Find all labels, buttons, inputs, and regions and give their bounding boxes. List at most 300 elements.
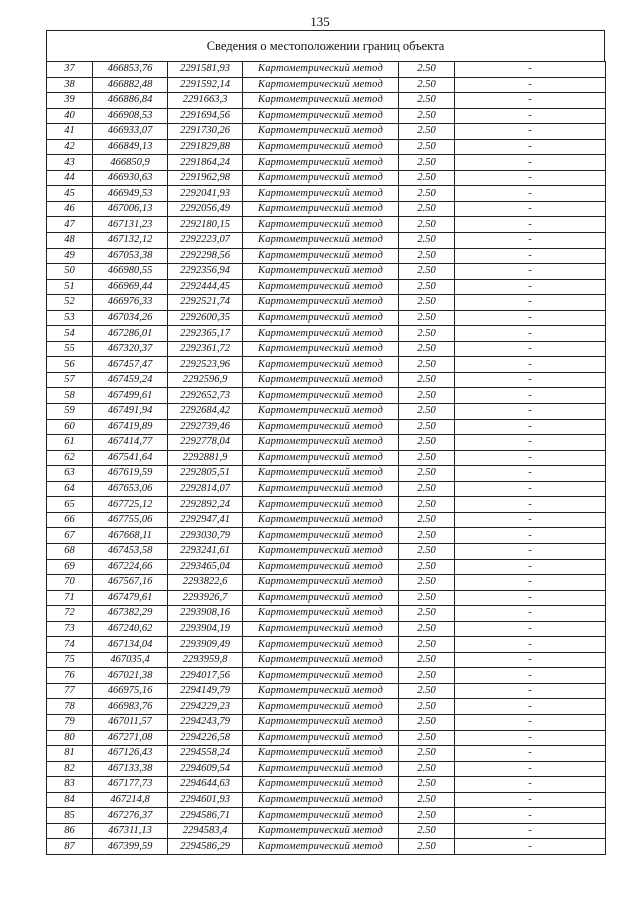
table-body [47, 62, 606, 855]
table-row [47, 388, 606, 404]
cell-point-number: 74 [47, 637, 93, 653]
cell-point-number: 84 [47, 792, 93, 808]
cell-y-coordinate: 2292223,07 [168, 233, 243, 249]
cell-y-coordinate: 2292684,42 [168, 404, 243, 420]
cell-method: Картометрический метод [243, 481, 399, 497]
table-row [47, 575, 606, 591]
cell-accuracy: 2.50 [399, 528, 455, 544]
cell-method: Картометрический метод [243, 326, 399, 342]
cell-y-coordinate: 2293030,79 [168, 528, 243, 544]
cell-description: - [455, 217, 606, 233]
cell-method: Картометрический метод [243, 341, 399, 357]
cell-description: - [455, 621, 606, 637]
cell-x-coordinate: 467276,37 [93, 808, 168, 824]
cell-y-coordinate: 2294229,23 [168, 699, 243, 715]
cell-x-coordinate: 466908,53 [93, 108, 168, 124]
cell-description: - [455, 466, 606, 482]
cell-x-coordinate: 467134,04 [93, 637, 168, 653]
cell-x-coordinate: 466983,76 [93, 699, 168, 715]
cell-y-coordinate: 2294558,24 [168, 746, 243, 762]
cell-x-coordinate: 467414,77 [93, 435, 168, 451]
cell-y-coordinate: 2294644,63 [168, 777, 243, 793]
cell-y-coordinate: 2294243,79 [168, 714, 243, 730]
cell-y-coordinate: 2293465,04 [168, 559, 243, 575]
cell-description: - [455, 108, 606, 124]
cell-y-coordinate: 2292298,56 [168, 248, 243, 264]
cell-point-number: 65 [47, 497, 93, 513]
cell-description: - [455, 248, 606, 264]
cell-y-coordinate: 2294017,56 [168, 668, 243, 684]
table-row [47, 372, 606, 388]
cell-point-number: 75 [47, 652, 93, 668]
cell-x-coordinate: 466850,9 [93, 155, 168, 171]
cell-point-number: 42 [47, 139, 93, 155]
table-title: Сведения о местоположении границ объекта [46, 30, 605, 61]
cell-x-coordinate: 467286,01 [93, 326, 168, 342]
cell-method: Картометрический метод [243, 543, 399, 559]
table-row [47, 481, 606, 497]
cell-description: - [455, 201, 606, 217]
cell-x-coordinate: 467006,13 [93, 201, 168, 217]
cell-method: Картометрический метод [243, 217, 399, 233]
cell-x-coordinate: 467419,89 [93, 419, 168, 435]
cell-description: - [455, 652, 606, 668]
cell-description: - [455, 512, 606, 528]
cell-x-coordinate: 466949,53 [93, 186, 168, 202]
cell-description: - [455, 264, 606, 280]
cell-accuracy: 2.50 [399, 683, 455, 699]
cell-x-coordinate: 467755,06 [93, 512, 168, 528]
cell-point-number: 62 [47, 450, 93, 466]
table-row [47, 326, 606, 342]
cell-point-number: 56 [47, 357, 93, 373]
cell-accuracy: 2.50 [399, 372, 455, 388]
cell-method: Картометрический метод [243, 279, 399, 295]
cell-accuracy: 2.50 [399, 808, 455, 824]
cell-accuracy: 2.50 [399, 404, 455, 420]
cell-accuracy: 2.50 [399, 233, 455, 249]
cell-x-coordinate: 467653,06 [93, 481, 168, 497]
cell-method: Картометрический метод [243, 201, 399, 217]
cell-method: Картометрический метод [243, 637, 399, 653]
cell-description: - [455, 792, 606, 808]
table-row [47, 823, 606, 839]
cell-y-coordinate: 2292814,07 [168, 481, 243, 497]
cell-y-coordinate: 2292600,35 [168, 310, 243, 326]
cell-description: - [455, 714, 606, 730]
cell-method: Картометрический метод [243, 714, 399, 730]
cell-description: - [455, 575, 606, 591]
cell-y-coordinate: 2294601,93 [168, 792, 243, 808]
cell-method: Картометрический метод [243, 435, 399, 451]
cell-method: Картометрический метод [243, 559, 399, 575]
cell-accuracy: 2.50 [399, 310, 455, 326]
cell-description: - [455, 590, 606, 606]
cell-description: - [455, 139, 606, 155]
cell-point-number: 48 [47, 233, 93, 249]
table-row [47, 792, 606, 808]
cell-method: Картометрический метод [243, 761, 399, 777]
cell-point-number: 43 [47, 155, 93, 171]
cell-x-coordinate: 466980,55 [93, 264, 168, 280]
cell-method: Картометрический метод [243, 512, 399, 528]
cell-method: Картометрический метод [243, 528, 399, 544]
cell-accuracy: 2.50 [399, 279, 455, 295]
cell-description: - [455, 559, 606, 575]
page-number: 135 [310, 14, 330, 29]
cell-point-number: 38 [47, 77, 93, 93]
cell-method: Картометрический метод [243, 139, 399, 155]
table-row [47, 777, 606, 793]
cell-x-coordinate: 467459,24 [93, 372, 168, 388]
cell-point-number: 83 [47, 777, 93, 793]
cell-y-coordinate: 2293904,19 [168, 621, 243, 637]
cell-description: - [455, 450, 606, 466]
table-row [47, 186, 606, 202]
table-row [47, 637, 606, 653]
cell-point-number: 67 [47, 528, 93, 544]
cell-accuracy: 2.50 [399, 326, 455, 342]
cell-y-coordinate: 2293822,6 [168, 575, 243, 591]
cell-accuracy: 2.50 [399, 621, 455, 637]
cell-y-coordinate: 2292947,41 [168, 512, 243, 528]
cell-x-coordinate: 466886,84 [93, 93, 168, 109]
cell-point-number: 37 [47, 62, 93, 78]
cell-accuracy: 2.50 [399, 730, 455, 746]
cell-x-coordinate: 466969,44 [93, 279, 168, 295]
table-row [47, 668, 606, 684]
cell-point-number: 53 [47, 310, 93, 326]
cell-point-number: 47 [47, 217, 93, 233]
table-row [47, 419, 606, 435]
cell-point-number: 80 [47, 730, 93, 746]
cell-y-coordinate: 2291694,56 [168, 108, 243, 124]
cell-x-coordinate: 467399,59 [93, 839, 168, 855]
coordinates-table [46, 61, 606, 855]
cell-method: Картометрический метод [243, 248, 399, 264]
cell-method: Картометрический метод [243, 124, 399, 140]
cell-method: Картометрический метод [243, 155, 399, 171]
cell-accuracy: 2.50 [399, 62, 455, 78]
cell-description: - [455, 683, 606, 699]
cell-x-coordinate: 467035,4 [93, 652, 168, 668]
cell-description: - [455, 357, 606, 373]
cell-accuracy: 2.50 [399, 248, 455, 264]
cell-x-coordinate: 466933,07 [93, 124, 168, 140]
cell-method: Картометрический метод [243, 77, 399, 93]
cell-y-coordinate: 2291581,93 [168, 62, 243, 78]
cell-description: - [455, 170, 606, 186]
cell-method: Картометрический метод [243, 683, 399, 699]
cell-y-coordinate: 2293908,16 [168, 606, 243, 622]
cell-point-number: 68 [47, 543, 93, 559]
cell-point-number: 78 [47, 699, 93, 715]
cell-description: - [455, 808, 606, 824]
cell-x-coordinate: 467725,12 [93, 497, 168, 513]
table-row [47, 233, 606, 249]
cell-x-coordinate: 466882,48 [93, 77, 168, 93]
cell-x-coordinate: 467619,59 [93, 466, 168, 482]
cell-accuracy: 2.50 [399, 139, 455, 155]
cell-y-coordinate: 2291730,26 [168, 124, 243, 140]
cell-point-number: 66 [47, 512, 93, 528]
cell-y-coordinate: 2291663,3 [168, 93, 243, 109]
cell-method: Картометрический метод [243, 497, 399, 513]
cell-accuracy: 2.50 [399, 419, 455, 435]
table-row [47, 139, 606, 155]
cell-y-coordinate: 2294586,71 [168, 808, 243, 824]
cell-point-number: 41 [47, 124, 93, 140]
table-row [47, 699, 606, 715]
cell-description: - [455, 295, 606, 311]
cell-accuracy: 2.50 [399, 124, 455, 140]
cell-y-coordinate: 2292521,74 [168, 295, 243, 311]
cell-x-coordinate: 467132,12 [93, 233, 168, 249]
cell-x-coordinate: 466849,13 [93, 139, 168, 155]
cell-accuracy: 2.50 [399, 466, 455, 482]
cell-description: - [455, 62, 606, 78]
cell-y-coordinate: 2292778,04 [168, 435, 243, 451]
cell-x-coordinate: 466853,76 [93, 62, 168, 78]
cell-description: - [455, 93, 606, 109]
cell-accuracy: 2.50 [399, 699, 455, 715]
cell-description: - [455, 310, 606, 326]
table-row [47, 559, 606, 575]
cell-accuracy: 2.50 [399, 450, 455, 466]
cell-x-coordinate: 467382,29 [93, 606, 168, 622]
cell-y-coordinate: 2292523,96 [168, 357, 243, 373]
cell-method: Картометрический метод [243, 186, 399, 202]
table-row [47, 201, 606, 217]
table-row [47, 730, 606, 746]
cell-x-coordinate: 467491,94 [93, 404, 168, 420]
cell-x-coordinate: 467034,26 [93, 310, 168, 326]
cell-description: - [455, 341, 606, 357]
table-row [47, 621, 606, 637]
cell-x-coordinate: 467240,62 [93, 621, 168, 637]
cell-method: Картометрический метод [243, 264, 399, 280]
cell-point-number: 58 [47, 388, 93, 404]
cell-method: Картометрический метод [243, 606, 399, 622]
cell-description: - [455, 77, 606, 93]
cell-description: - [455, 435, 606, 451]
cell-point-number: 61 [47, 435, 93, 451]
cell-x-coordinate: 467479,61 [93, 590, 168, 606]
table-row [47, 341, 606, 357]
cell-description: - [455, 528, 606, 544]
cell-description: - [455, 823, 606, 839]
cell-x-coordinate: 467224,66 [93, 559, 168, 575]
table-row [47, 93, 606, 109]
cell-y-coordinate: 2292356,94 [168, 264, 243, 280]
cell-point-number: 86 [47, 823, 93, 839]
cell-accuracy: 2.50 [399, 497, 455, 513]
table-row [47, 295, 606, 311]
cell-method: Картометрический метод [243, 808, 399, 824]
cell-description: - [455, 388, 606, 404]
cell-x-coordinate: 467541,64 [93, 450, 168, 466]
cell-method: Картометрический метод [243, 839, 399, 855]
cell-y-coordinate: 2292056,49 [168, 201, 243, 217]
cell-description: - [455, 839, 606, 855]
cell-description: - [455, 155, 606, 171]
table-row [47, 435, 606, 451]
cell-accuracy: 2.50 [399, 637, 455, 653]
cell-x-coordinate: 467177,73 [93, 777, 168, 793]
cell-method: Картометрический метод [243, 310, 399, 326]
cell-y-coordinate: 2291829,88 [168, 139, 243, 155]
table-row [47, 155, 606, 171]
cell-accuracy: 2.50 [399, 823, 455, 839]
cell-accuracy: 2.50 [399, 668, 455, 684]
table-row [47, 357, 606, 373]
cell-point-number: 71 [47, 590, 93, 606]
cell-point-number: 51 [47, 279, 93, 295]
cell-method: Картометрический метод [243, 621, 399, 637]
table-row [47, 77, 606, 93]
cell-y-coordinate: 2293909,49 [168, 637, 243, 653]
table-row [47, 714, 606, 730]
cell-x-coordinate: 467126,43 [93, 746, 168, 762]
cell-description: - [455, 372, 606, 388]
table-row [47, 217, 606, 233]
boundary-table [46, 30, 605, 855]
cell-x-coordinate: 466976,33 [93, 295, 168, 311]
cell-accuracy: 2.50 [399, 108, 455, 124]
cell-method: Картометрический метод [243, 575, 399, 591]
cell-y-coordinate: 2292361,72 [168, 341, 243, 357]
cell-description: - [455, 761, 606, 777]
cell-method: Картометрический метод [243, 652, 399, 668]
cell-description: - [455, 186, 606, 202]
cell-x-coordinate: 467453,58 [93, 543, 168, 559]
cell-method: Картометрический метод [243, 93, 399, 109]
cell-point-number: 46 [47, 201, 93, 217]
table-row [47, 761, 606, 777]
table-row [47, 124, 606, 140]
table-row [47, 808, 606, 824]
cell-x-coordinate: 466975,16 [93, 683, 168, 699]
cell-y-coordinate: 2292805,51 [168, 466, 243, 482]
cell-x-coordinate: 467011,57 [93, 714, 168, 730]
cell-accuracy: 2.50 [399, 792, 455, 808]
cell-point-number: 81 [47, 746, 93, 762]
table-row [47, 404, 606, 420]
cell-accuracy: 2.50 [399, 186, 455, 202]
cell-point-number: 52 [47, 295, 93, 311]
table-row [47, 606, 606, 622]
cell-y-coordinate: 2291864,24 [168, 155, 243, 171]
cell-description: - [455, 233, 606, 249]
cell-x-coordinate: 467021,38 [93, 668, 168, 684]
cell-y-coordinate: 2294583,4 [168, 823, 243, 839]
cell-accuracy: 2.50 [399, 217, 455, 233]
cell-point-number: 50 [47, 264, 93, 280]
cell-x-coordinate: 467271,08 [93, 730, 168, 746]
cell-accuracy: 2.50 [399, 93, 455, 109]
cell-x-coordinate: 467320,37 [93, 341, 168, 357]
cell-description: - [455, 668, 606, 684]
cell-x-coordinate: 467214,8 [93, 792, 168, 808]
cell-method: Картометрический метод [243, 823, 399, 839]
table-row [47, 62, 606, 78]
cell-description: - [455, 404, 606, 420]
cell-x-coordinate: 466930,63 [93, 170, 168, 186]
cell-accuracy: 2.50 [399, 590, 455, 606]
cell-accuracy: 2.50 [399, 155, 455, 171]
table-row [47, 279, 606, 295]
cell-point-number: 60 [47, 419, 93, 435]
cell-accuracy: 2.50 [399, 170, 455, 186]
cell-y-coordinate: 2292739,46 [168, 419, 243, 435]
cell-accuracy: 2.50 [399, 481, 455, 497]
table-row [47, 450, 606, 466]
cell-point-number: 85 [47, 808, 93, 824]
cell-point-number: 77 [47, 683, 93, 699]
cell-method: Картометрический метод [243, 404, 399, 420]
cell-accuracy: 2.50 [399, 201, 455, 217]
cell-description: - [455, 497, 606, 513]
cell-method: Картометрический метод [243, 62, 399, 78]
cell-description: - [455, 777, 606, 793]
table-row [47, 590, 606, 606]
cell-y-coordinate: 2294609,54 [168, 761, 243, 777]
cell-x-coordinate: 467457,47 [93, 357, 168, 373]
cell-method: Картометрический метод [243, 372, 399, 388]
cell-point-number: 82 [47, 761, 93, 777]
cell-point-number: 72 [47, 606, 93, 622]
cell-description: - [455, 730, 606, 746]
cell-description: - [455, 606, 606, 622]
table-row [47, 466, 606, 482]
cell-method: Картометрический метод [243, 590, 399, 606]
cell-method: Картометрический метод [243, 419, 399, 435]
cell-point-number: 55 [47, 341, 93, 357]
cell-accuracy: 2.50 [399, 559, 455, 575]
cell-y-coordinate: 2292881,9 [168, 450, 243, 466]
cell-method: Картометрический метод [243, 170, 399, 186]
table-row [47, 652, 606, 668]
cell-accuracy: 2.50 [399, 435, 455, 451]
cell-point-number: 59 [47, 404, 93, 420]
cell-point-number: 79 [47, 714, 93, 730]
cell-method: Картометрический метод [243, 792, 399, 808]
cell-description: - [455, 279, 606, 295]
cell-accuracy: 2.50 [399, 543, 455, 559]
cell-x-coordinate: 467567,16 [93, 575, 168, 591]
cell-y-coordinate: 2293926,7 [168, 590, 243, 606]
cell-accuracy: 2.50 [399, 77, 455, 93]
cell-method: Картометрический метод [243, 357, 399, 373]
cell-y-coordinate: 2292892,24 [168, 497, 243, 513]
cell-point-number: 40 [47, 108, 93, 124]
cell-accuracy: 2.50 [399, 341, 455, 357]
table-row [47, 746, 606, 762]
cell-point-number: 63 [47, 466, 93, 482]
cell-point-number: 49 [47, 248, 93, 264]
cell-method: Картометрический метод [243, 295, 399, 311]
cell-method: Картометрический метод [243, 388, 399, 404]
cell-point-number: 73 [47, 621, 93, 637]
cell-accuracy: 2.50 [399, 264, 455, 280]
cell-accuracy: 2.50 [399, 606, 455, 622]
cell-y-coordinate: 2292596,9 [168, 372, 243, 388]
table-row [47, 512, 606, 528]
cell-description: - [455, 481, 606, 497]
cell-y-coordinate: 2293959,8 [168, 652, 243, 668]
table-row [47, 497, 606, 513]
table-row [47, 543, 606, 559]
